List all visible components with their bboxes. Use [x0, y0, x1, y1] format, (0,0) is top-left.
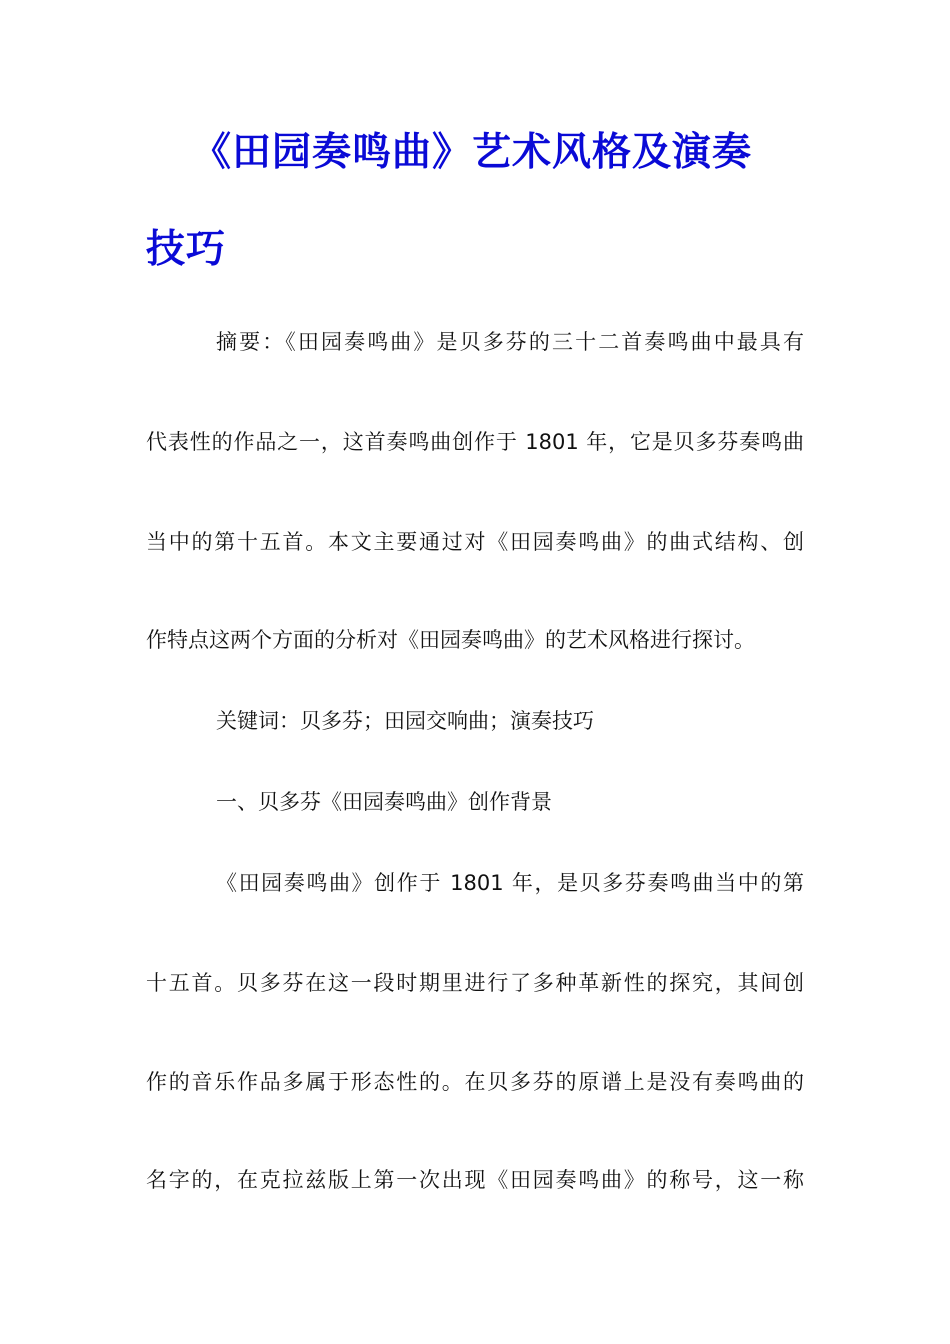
section-paragraph-line-1: 《田园奏鸣曲》创作于 1801 年，是贝多芬奏鸣曲当中的第: [216, 871, 804, 895]
document-title-line-1: 《田园奏鸣曲》艺术风格及演奏: [192, 130, 753, 175]
keywords-line: 关键词：贝多芬；田园交响曲；演奏技巧: [216, 709, 594, 733]
abstract-line-2: 代表性的作品之一，这首奏鸣曲创作于 1801 年，它是贝多芬奏鸣曲: [146, 430, 804, 454]
section-paragraph-line-4: 名字的，在克拉兹版上第一次出现《田园奏鸣曲》的称号，这一称: [146, 1168, 804, 1192]
abstract-line-4: 作特点这两个方面的分析对《田园奏鸣曲》的艺术风格进行探讨。: [146, 628, 755, 652]
abstract-line-1: 摘要：《田园奏鸣曲》是贝多芬的三十二首奏鸣曲中最具有: [216, 330, 804, 354]
abstract-line-3: 当中的第十五首。本文主要通过对《田园奏鸣曲》的曲式结构、创: [146, 530, 804, 554]
section-paragraph-line-2: 十五首。贝多芬在这一段时期里进行了多种革新性的探究，其间创: [146, 971, 804, 995]
section-heading: 一、贝多芬《田园奏鸣曲》创作背景: [216, 790, 552, 814]
document-title-line-2: 技巧: [146, 227, 227, 272]
section-paragraph-line-3: 作的音乐作品多属于形态性的。在贝多芬的原谱上是没有奏鸣曲的: [146, 1070, 804, 1094]
